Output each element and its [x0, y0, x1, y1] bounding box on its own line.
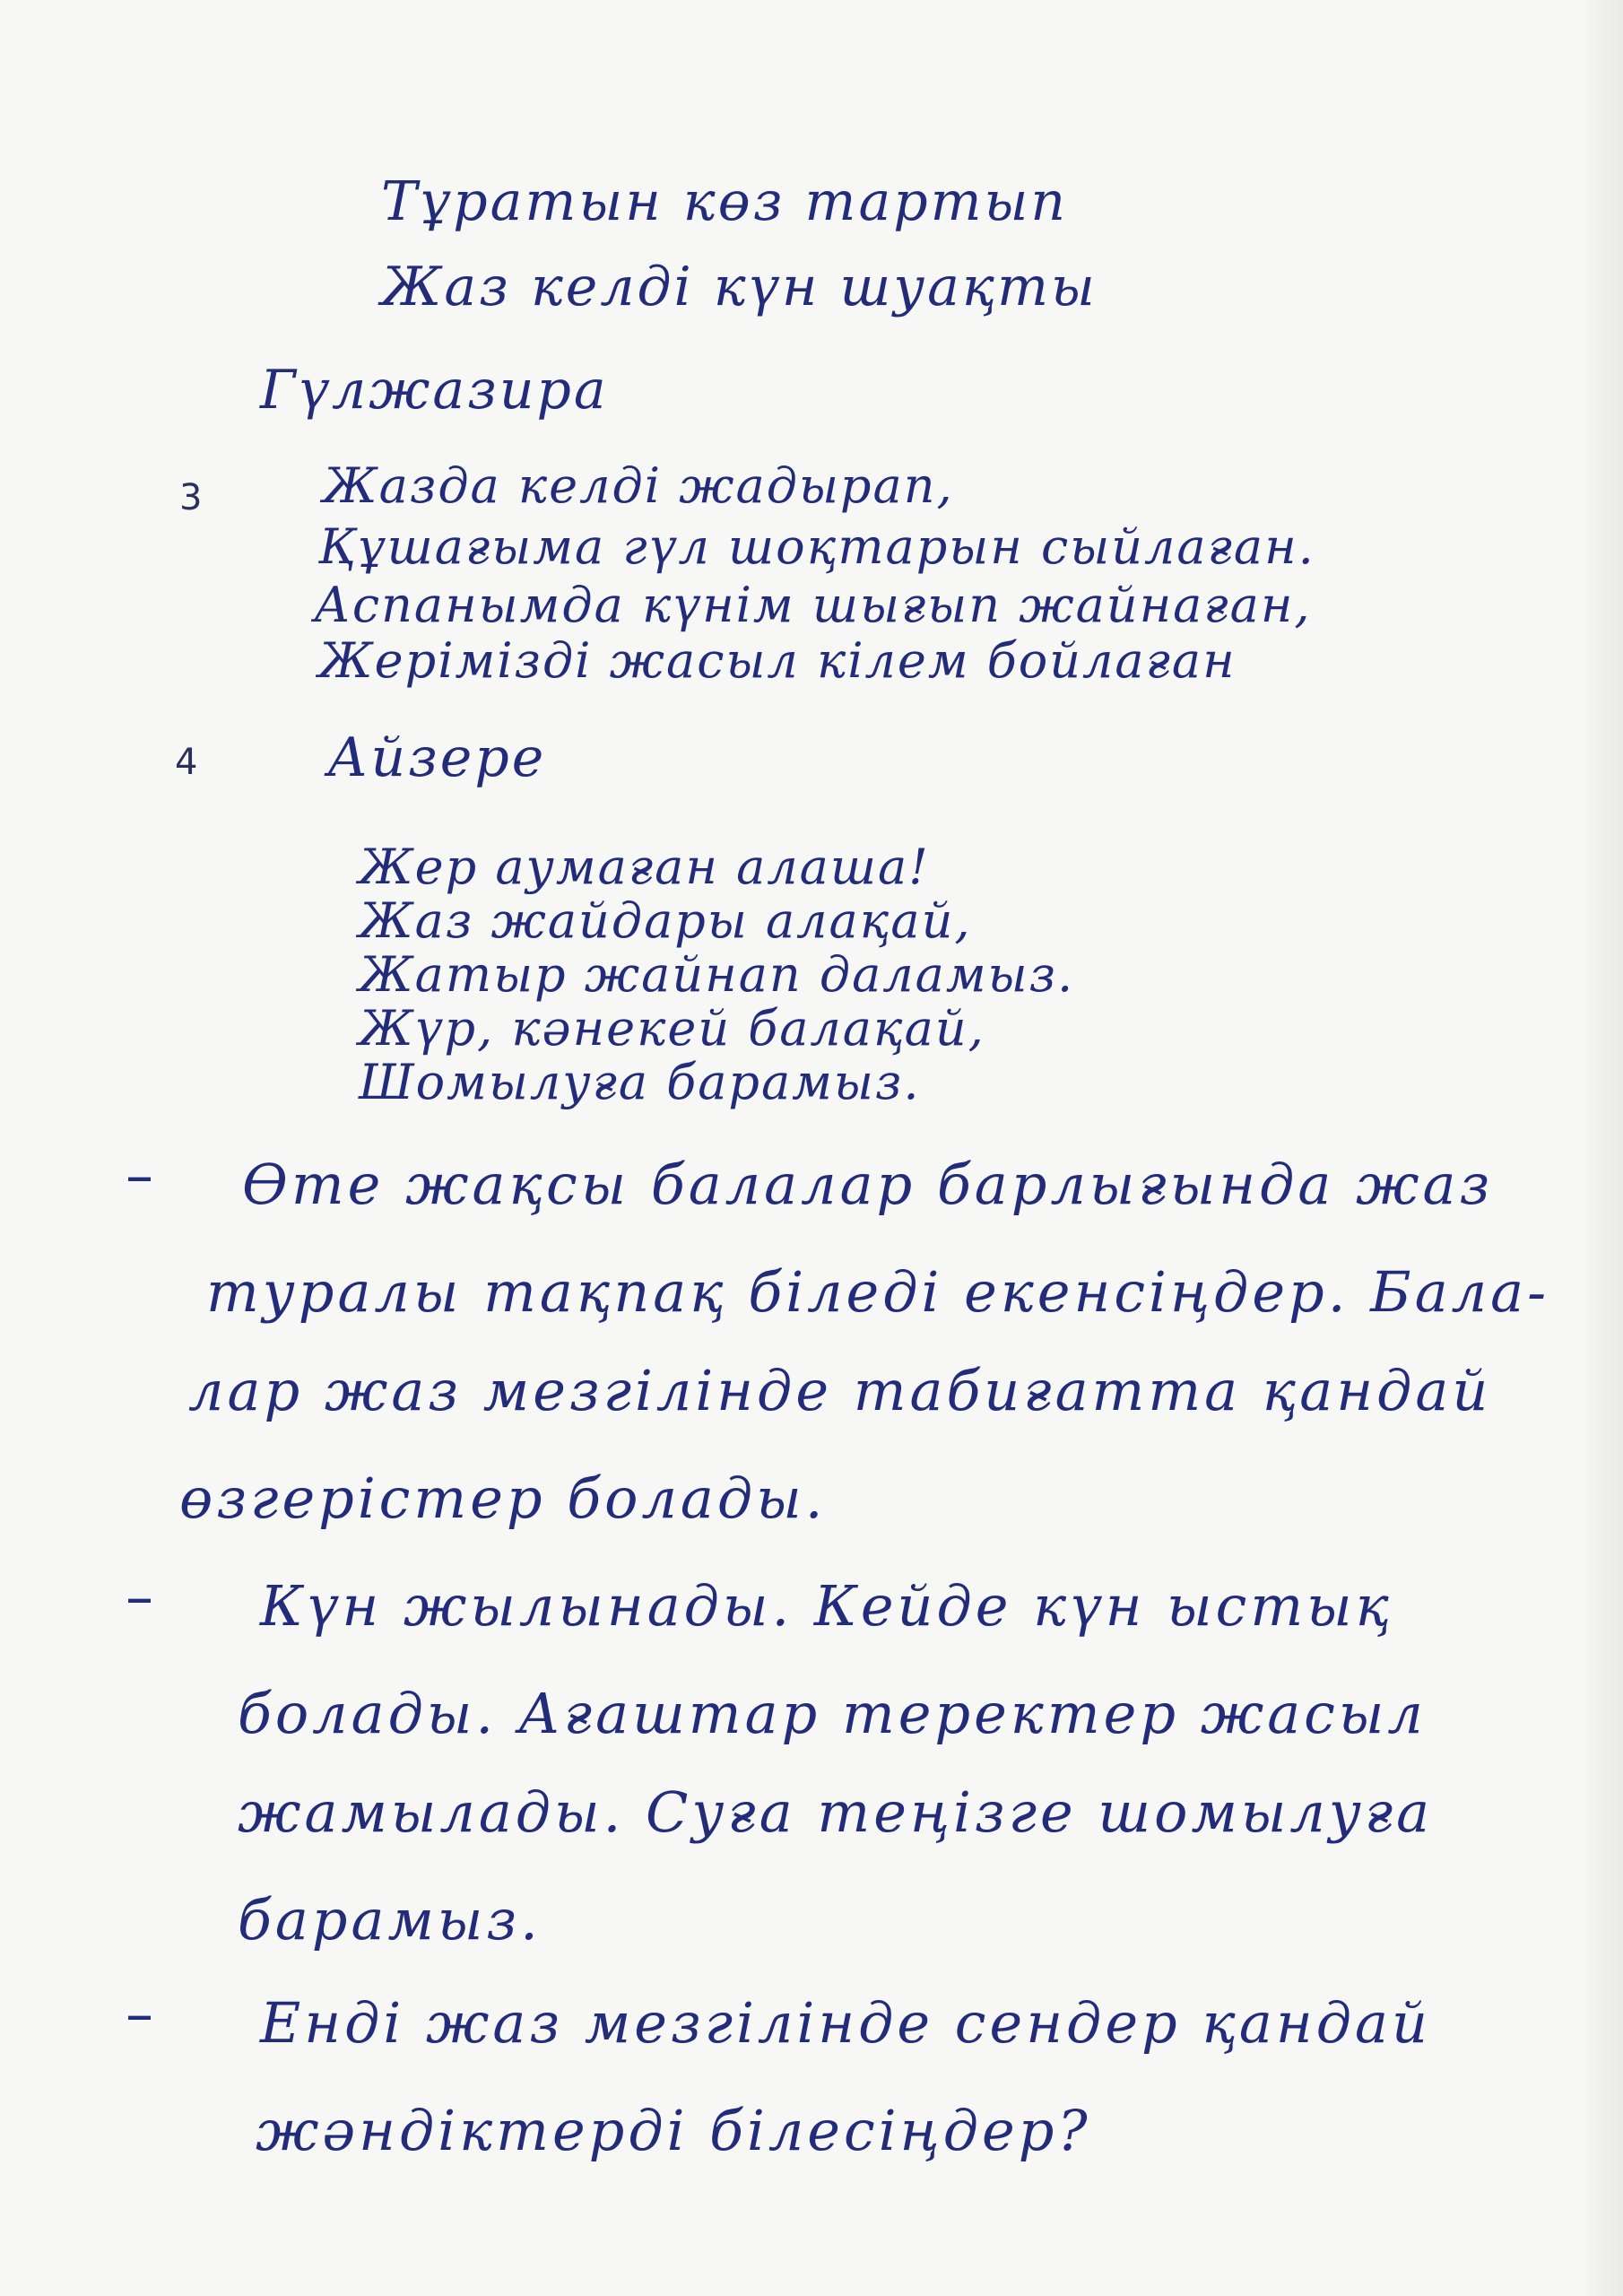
verse-2-line-2: Жаз жайдары алақай, — [359, 892, 972, 949]
paragraph-2-line-2: болады. Ағаштар теректер жасыл — [238, 1681, 1427, 1746]
speaker-name-gulzhazira: Гүлжазира — [260, 359, 609, 422]
verse-1-line-1: Жазда келді жадырап, — [323, 457, 954, 514]
paragraph-3-line-1: Енді жаз мезгілінде сендер қандай — [260, 1990, 1431, 2056]
verse-2-line-3: Жатыр жайнап даламыз. — [359, 946, 1075, 1003]
verse-2-line-5: Шомылуға барамыз. — [359, 1054, 921, 1110]
paragraph-2-line-3: жамылады. Суға теңізге шомылуға — [238, 1779, 1434, 1845]
dialogue-dash-3: – — [126, 1981, 153, 2047]
title-line-1: Тұратын көз тартып — [381, 170, 1069, 233]
dialogue-dash-1: – — [126, 1143, 153, 1208]
paragraph-2-line-4: барамыз. — [238, 1887, 542, 1952]
verse-1-line-4: Жерімізді жасыл кілем бойлаған — [318, 632, 1237, 689]
verse-number-3: 3 — [179, 477, 203, 518]
paragraph-1-line-4: өзгерістер болады. — [179, 1465, 827, 1531]
verse-2-line-1: Жер аумаған алаша! — [359, 839, 930, 895]
page-edge-shadow — [1578, 0, 1623, 2296]
verse-1-line-3: Аспанымда күнім шығып жайнаған, — [314, 577, 1312, 633]
verse-2-line-4: Жүр, кәнекей балақай, — [359, 1000, 985, 1057]
title-line-2: Жаз келді күн шуақты — [381, 256, 1098, 318]
paragraph-1-line-2: туралы тақпақ біледі екенсіңдер. Бала- — [206, 1259, 1550, 1325]
verse-number-4: 4 — [175, 742, 198, 783]
paragraph-1-line-1: Өте жақсы балалар барлығында жаз — [242, 1152, 1494, 1217]
paragraph-2-line-1: Күн жылынады. Кейде күн ыстық — [260, 1573, 1393, 1639]
paragraph-1-line-3: лар жаз мезгілінде табиғатта қандай — [188, 1358, 1492, 1423]
dialogue-dash-2: – — [126, 1564, 153, 1630]
paragraph-3-line-2: жәндіктерді білесіңдер? — [256, 2098, 1091, 2163]
verse-1-line-2: Құшағыма гүл шоқтарын сыйлаған. — [318, 518, 1315, 575]
speaker-name-aizere: Айзере — [327, 726, 547, 789]
